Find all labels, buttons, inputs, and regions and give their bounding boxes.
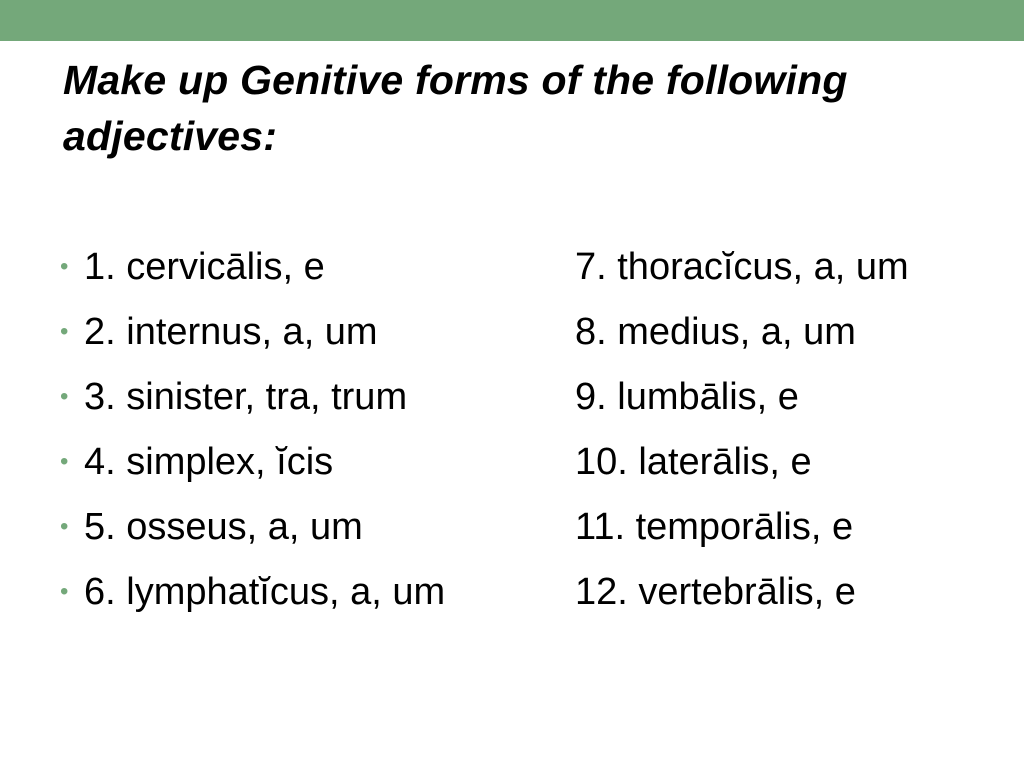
list-item: 10. laterālis, e (575, 441, 812, 483)
list-item-text: 1. cervicālis, e (84, 246, 325, 288)
slide-title: Make up Genitive forms of the following adjectives: (63, 57, 848, 159)
list-item (60, 307, 378, 357)
top-accent-bar (0, 0, 1024, 41)
list-item (60, 372, 408, 422)
bullet-icon: • (60, 578, 69, 605)
list-item: 8. medius, a, um (575, 311, 856, 353)
bullet-icon: • (60, 383, 69, 410)
list-item-text: 5. osseus, a, um (84, 506, 363, 548)
list-item (60, 567, 446, 617)
list-item: 9. lumbālis, e (575, 376, 799, 418)
list-item: 11. temporālis, e (575, 506, 854, 548)
list-item-text: 4. simplex, ĭcis (84, 441, 334, 483)
list-item: 7. thoracĭcus, a, um (575, 246, 909, 288)
list-item (60, 502, 363, 552)
bullet-icon: • (60, 513, 69, 540)
bullet-icon: • (60, 253, 69, 280)
bullet-icon: • (60, 448, 69, 475)
list-item (60, 437, 334, 487)
list-item-text: 3. sinister, tra, trum (84, 376, 408, 418)
list-item-text: 6. lymphatĭcus, a, um (84, 571, 446, 613)
list-item-text: 2. internus, a, um (84, 311, 378, 353)
bullet-icon: • (60, 318, 69, 345)
list-item: 12. vertebrālis, e (575, 571, 856, 613)
list-item (60, 242, 325, 292)
